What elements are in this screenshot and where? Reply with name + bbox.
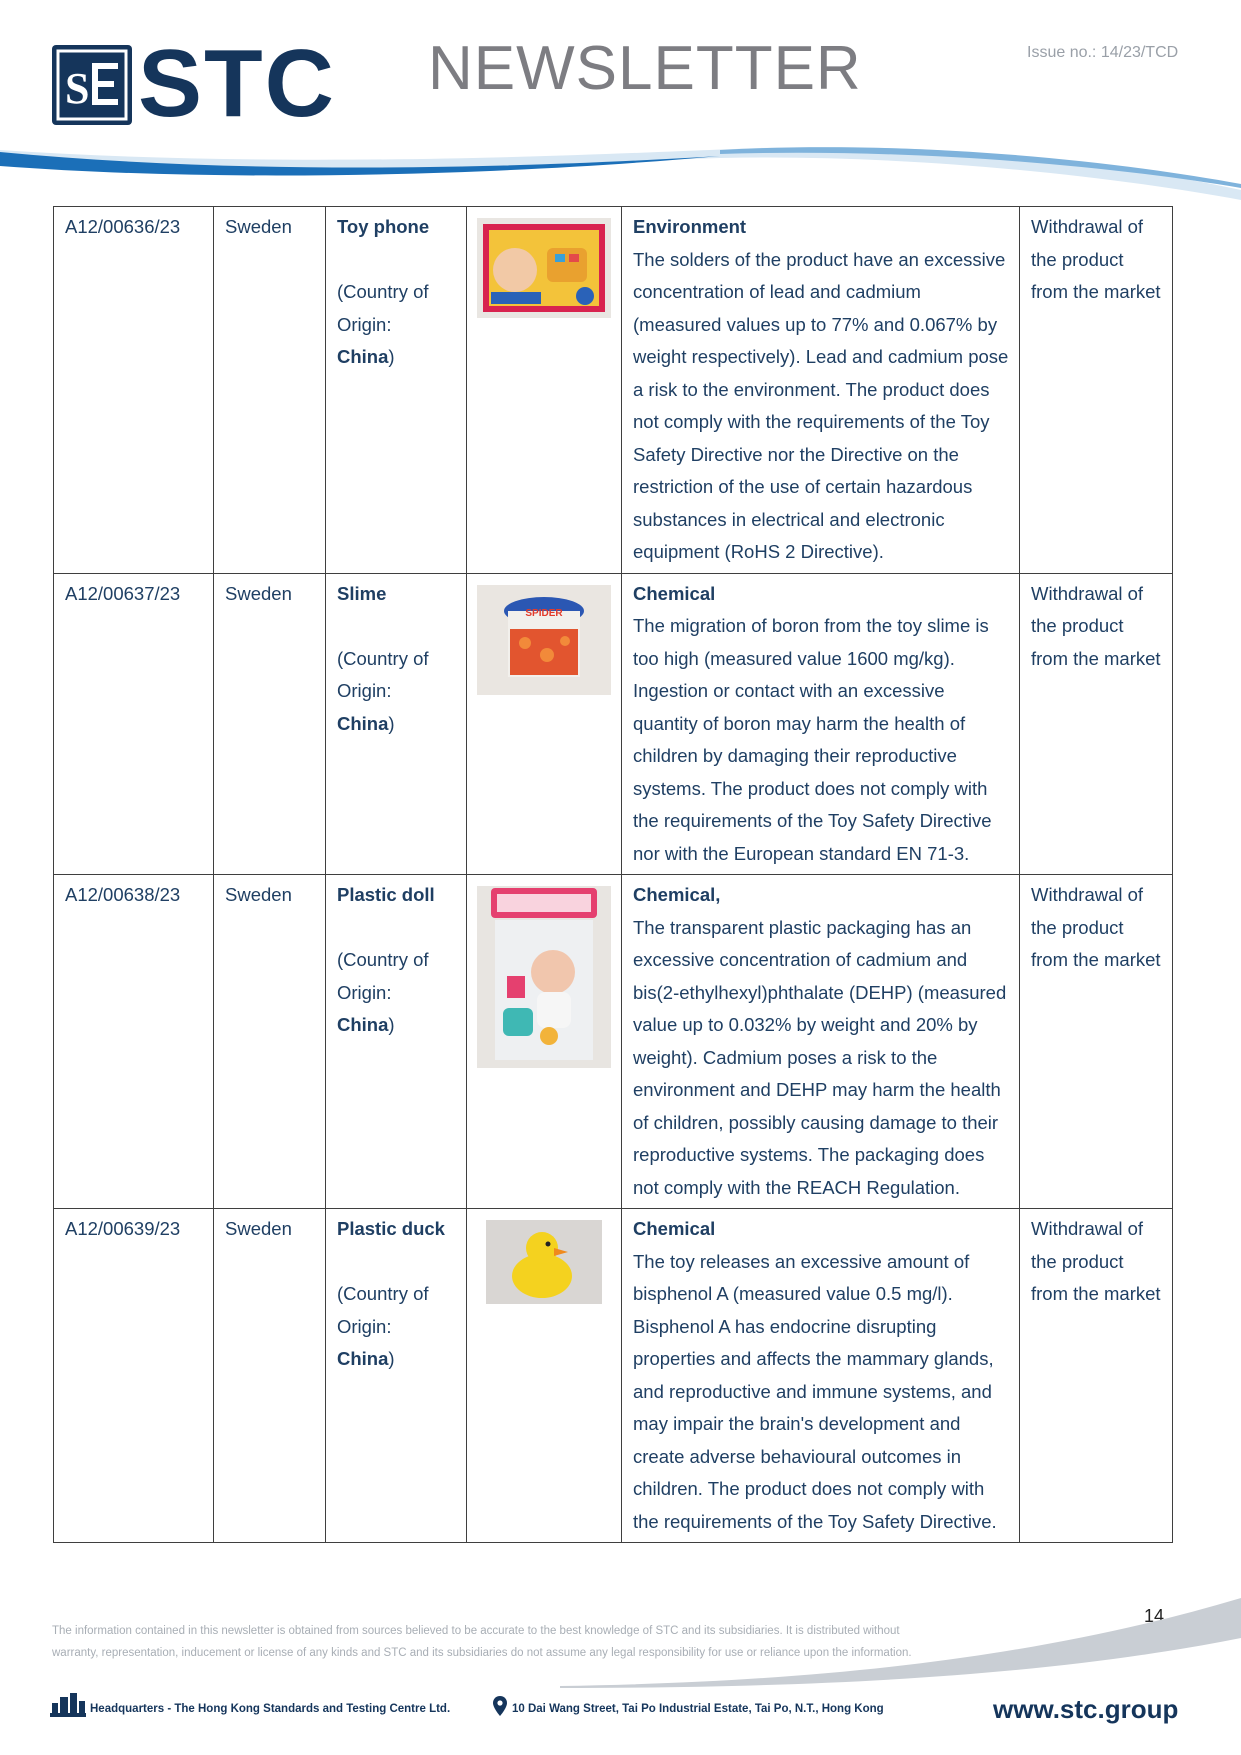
location-pin-icon: [493, 1696, 507, 1716]
newsletter-title: NEWSLETTER: [428, 34, 862, 103]
origin-suffix: ): [388, 1014, 395, 1035]
table-row: [54, 573, 1173, 875]
risk-description: The transparent plastic packaging has an excessive concentration of cadmium and bis(2-ethylhexyl)phthalate (DEHP) (measured value up to 0.032% by weight and 20% by weight). Cadmium poses a risk to the environment and DEHP may harm the health of children, possibly causing damage to their reproductive systems. The packaging does not comply with the REACH Regulation.: [633, 916, 1007, 1198]
measure-cell: [1020, 1209, 1173, 1543]
risk-description: The migration of boron from the toy slime is too high (measured value 1600 mg/kg). Ingestion or contact with an excessive quantity of boron may harm the health of children by damaging their reproductive systems. The product does not comply with the requirements of the Toy Safety Directive nor with the European standard EN 71-3.: [633, 615, 992, 864]
measure-cell: [1020, 875, 1173, 1209]
origin-country: China: [337, 346, 389, 367]
notifying-country-cell: [214, 207, 326, 574]
page-number: 14: [1144, 1606, 1165, 1626]
disclaimer: [52, 1620, 992, 1664]
notifying-country-cell: [214, 1209, 326, 1543]
reference-number-cell: [54, 573, 214, 875]
reference-number-cell: [54, 875, 214, 1209]
reference-number-cell: [54, 1209, 214, 1543]
origin-country: China: [337, 712, 389, 734]
risk-type: Chemical: [633, 582, 716, 604]
notifying-country-cell: [214, 875, 326, 1209]
risk-type: Chemical,: [633, 884, 721, 905]
risk-type: Environment: [633, 216, 747, 237]
plastic-doll-package-image: [477, 886, 611, 1068]
product-name: Slime: [337, 582, 387, 604]
product-image-cell: [467, 207, 622, 574]
measure-taken: Withdrawal of the product from the market: [1031, 1218, 1161, 1304]
reference-number-cell: [54, 207, 214, 574]
building-icon: [50, 1693, 86, 1717]
risk-cell: [622, 573, 1020, 875]
risk-cell: [622, 875, 1020, 1209]
website-link[interactable]: www.stc.group: [993, 1694, 1179, 1724]
notifying-country: Sweden: [225, 884, 292, 905]
risk-description: The toy releases an excessive amount of bisphenol A (measured value 0.5 mg/l). Bisphenol A has endocrine disrupting properties and affects the mammary glands, and reproductive and immune systems, and may impair the brain's development and create adverse behavioural outcomes in children. The product does not comply with the requirements of the Toy Safety Directive.: [633, 1250, 997, 1532]
origin-label: Origin:: [337, 981, 392, 1003]
svg-text:S: S: [65, 64, 90, 113]
risk-cell: [622, 207, 1020, 574]
logo-wordmark: STC: [138, 30, 336, 137]
origin-prefix: (Country of: [337, 647, 429, 669]
notifying-country: Sweden: [225, 216, 292, 237]
measure-taken: Withdrawal of the product from the market: [1031, 582, 1161, 669]
origin-prefix: (Country of: [337, 949, 429, 970]
table-row: [54, 207, 1173, 574]
disclaimer-line: The information contained in this newsletter is obtained from sources believed to be accurate to the best knowledge of STC and its subsidiaries. It is distributed without: [52, 1625, 900, 1637]
origin-suffix: ): [388, 1348, 395, 1369]
product-name: Toy phone: [337, 216, 430, 237]
measure-taken: Withdrawal of the product from the market: [1031, 216, 1161, 302]
header-wave-decoration: [0, 140, 1241, 200]
origin-country: China: [337, 1348, 389, 1369]
product-name: Plastic duck: [337, 1218, 445, 1239]
stc-logo-mark: [52, 45, 132, 125]
origin-country: China: [337, 1014, 389, 1035]
origin-label: Origin:: [337, 1315, 392, 1337]
svg-text:SPIDER: SPIDER: [525, 607, 563, 619]
slime-jar-image: [477, 585, 611, 695]
origin-prefix: (Country of: [337, 281, 429, 302]
product-image-cell: [467, 875, 622, 1209]
measure-cell: [1020, 207, 1173, 574]
notifying-country: Sweden: [225, 582, 292, 604]
measure-cell: [1020, 573, 1173, 875]
product-cell: [326, 1209, 467, 1543]
product-image-cell: [467, 1209, 622, 1543]
risk-type: Chemical: [633, 1218, 716, 1239]
product-name: Plastic doll: [337, 884, 435, 905]
reference-number: A12/00638/23: [65, 884, 181, 905]
reference-number: A12/00637/23: [65, 582, 181, 604]
reference-number: A12/00636/23: [65, 216, 181, 237]
origin-prefix: (Country of: [337, 1283, 429, 1304]
product-image-cell: [467, 573, 622, 875]
measure-taken: Withdrawal of the product from the market: [1031, 884, 1161, 970]
risk-cell: [622, 1209, 1020, 1543]
table-row: [54, 875, 1173, 1209]
origin-label: Origin:: [337, 313, 392, 335]
notifying-country: Sweden: [225, 1218, 292, 1239]
headquarters-name: Headquarters - The Hong Kong Standards and Testing Centre Ltd.: [90, 1703, 451, 1715]
disclaimer-line: warranty, representation, inducement or license of any kinds and STC and its subsidiaries do not assume any legal responsibility for use or reliance upon the information.: [52, 1647, 912, 1659]
notifying-country-cell: [214, 573, 326, 875]
table-row: [54, 1209, 1173, 1543]
product-recall-table: [53, 206, 1173, 1543]
risk-description: The solders of the product have an excessive concentration of lead and cadmium (measured values up to 77% and 0.067% by weight respectively). Lead and cadmium pose a risk to the environment. The product does not comply with the requirements of the Toy Safety Directive nor the Directive on the restriction of the use of certain hazardous substances in electrical and electronic equipment (RoHS 2 Directive).: [633, 248, 1009, 562]
product-cell: [326, 207, 467, 574]
plastic-duck-image: [486, 1220, 602, 1304]
toy-phone-package-image: [477, 218, 611, 318]
origin-label: Origin:: [337, 680, 392, 701]
product-cell: [326, 875, 467, 1209]
origin-suffix: ): [388, 346, 395, 367]
product-cell: [326, 573, 467, 875]
headquarters-address: 10 Dai Wang Street, Tai Po Industrial Estate, Tai Po, N.T., Hong Kong: [512, 1703, 884, 1715]
origin-suffix: ): [388, 712, 395, 734]
issue-number: Issue no.: 14/23/TCD: [1027, 44, 1179, 61]
reference-number: A12/00639/23: [65, 1218, 181, 1239]
